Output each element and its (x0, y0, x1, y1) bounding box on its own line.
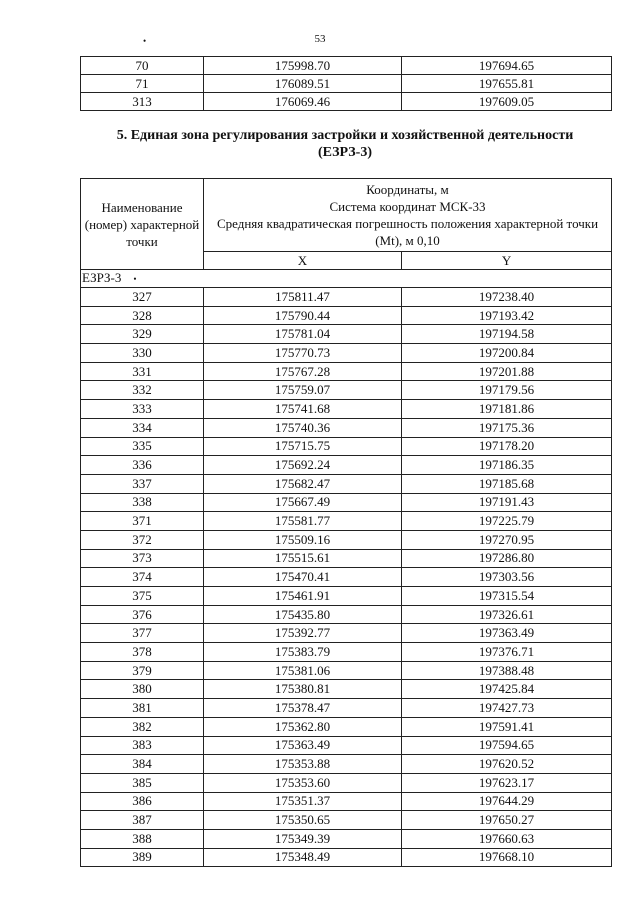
y-coordinate-cell: 197225.79 (402, 512, 612, 531)
main-table-row (81, 680, 612, 699)
main-table-row (81, 605, 612, 624)
x-coordinate-cell: 175781.04 (204, 325, 402, 344)
point-number-cell: 372 (81, 530, 204, 549)
x-coordinate-cell: 175667.49 (204, 493, 402, 512)
point-number-cell: 338 (81, 493, 204, 512)
point-number-cell: 386 (81, 792, 204, 811)
zone-label-text: ЕЗРЗ-3 (82, 270, 122, 285)
x-coordinate-cell: 175383.79 (204, 643, 402, 662)
page-number: 53 (314, 33, 326, 45)
y-coordinate-cell: 197388.48 (402, 661, 612, 680)
x-coordinate-cell: 175767.28 (204, 362, 402, 381)
y-coordinate-cell: 197655.81 (402, 75, 612, 93)
main-table-row (81, 344, 612, 363)
y-coordinate-cell: 197363.49 (402, 624, 612, 643)
main-table-row (81, 587, 612, 606)
main-table-row (81, 493, 612, 512)
main-table-row (81, 325, 612, 344)
header-coord-line2: Система координат МСК-33 (329, 199, 486, 214)
x-coordinate-cell: 175392.77 (204, 624, 402, 643)
x-coordinate-cell: 175692.24 (204, 456, 402, 475)
point-number-cell: 381 (81, 699, 204, 718)
point-number-cell: 337 (81, 474, 204, 493)
main-table-row (81, 755, 612, 774)
zone-label (81, 270, 612, 288)
point-number-cell: 371 (81, 512, 204, 531)
y-coordinate-cell: 197427.73 (402, 699, 612, 718)
y-coordinate-cell: 197315.54 (402, 587, 612, 606)
x-coordinate-cell: 175998.70 (204, 57, 402, 75)
main-table-row (81, 530, 612, 549)
top-table-body (81, 57, 612, 111)
y-coordinate-cell: 197185.68 (402, 474, 612, 493)
point-number-cell: 388 (81, 829, 204, 848)
point-number-cell: 329 (81, 325, 204, 344)
main-coordinates-table (80, 178, 612, 867)
x-coordinate-cell: 175811.47 (204, 288, 402, 307)
x-coordinate-cell: 175770.73 (204, 344, 402, 363)
point-number-cell: 387 (81, 811, 204, 830)
y-coordinate-cell: 197200.84 (402, 344, 612, 363)
x-coordinate-cell: 175682.47 (204, 474, 402, 493)
y-coordinate-cell: 197425.84 (402, 680, 612, 699)
y-coordinate-cell: 197609.05 (402, 93, 612, 111)
main-table-row (81, 400, 612, 419)
y-coordinate-cell: 197594.65 (402, 736, 612, 755)
main-table-row (81, 829, 612, 848)
scan-speck: • (133, 274, 137, 284)
main-table-row (81, 568, 612, 587)
main-table-row (81, 811, 612, 830)
point-number-cell: 328 (81, 306, 204, 325)
point-number-cell: 332 (81, 381, 204, 400)
x-coordinate-cell: 175378.47 (204, 699, 402, 718)
x-coordinate-cell: 175470.41 (204, 568, 402, 587)
x-coordinate-cell: 175515.61 (204, 549, 402, 568)
x-coordinate-cell: 175740.36 (204, 418, 402, 437)
point-number-cell: 327 (81, 288, 204, 307)
point-number-cell: 382 (81, 717, 204, 736)
main-table-row (81, 288, 612, 307)
y-coordinate-cell: 197326.61 (402, 605, 612, 624)
y-coordinate-cell: 197650.27 (402, 811, 612, 830)
y-coordinate-cell: 197644.29 (402, 792, 612, 811)
y-coordinate-cell: 197201.88 (402, 362, 612, 381)
x-coordinate-cell: 175461.91 (204, 587, 402, 606)
point-number-cell: 378 (81, 643, 204, 662)
point-number-cell: 335 (81, 437, 204, 456)
point-number-cell: 383 (81, 736, 204, 755)
y-coordinate-cell: 197186.35 (402, 456, 612, 475)
top-table-row (81, 93, 612, 111)
y-coordinate-cell: 197270.95 (402, 530, 612, 549)
point-number-cell: 336 (81, 456, 204, 475)
scan-speck: • (143, 36, 147, 46)
y-coordinate-cell: 197591.41 (402, 717, 612, 736)
top-table-row (81, 57, 612, 75)
section-title-line2: (ЕЗРЗ-3) (318, 145, 372, 160)
x-coordinate-cell: 175581.77 (204, 512, 402, 531)
main-table-row (81, 624, 612, 643)
top-table-row (81, 75, 612, 93)
y-coordinate-cell: 197668.10 (402, 848, 612, 867)
y-coordinate-cell: 197238.40 (402, 288, 612, 307)
point-number-cell: 71 (81, 75, 204, 93)
y-coordinate-cell: 197286.80 (402, 549, 612, 568)
x-coordinate-cell: 175362.80 (204, 717, 402, 736)
y-coordinate-cell: 197376.71 (402, 643, 612, 662)
header-coordinates (204, 179, 612, 252)
point-number-cell: 380 (81, 680, 204, 699)
header-x: X (204, 252, 402, 270)
y-coordinate-cell: 197194.58 (402, 325, 612, 344)
main-table-row (81, 736, 612, 755)
main-table-row (81, 474, 612, 493)
main-table-row (81, 381, 612, 400)
x-coordinate-cell: 175509.16 (204, 530, 402, 549)
point-number-cell: 330 (81, 344, 204, 363)
x-coordinate-cell: 175715.75 (204, 437, 402, 456)
main-table-row (81, 792, 612, 811)
point-number-cell: 385 (81, 773, 204, 792)
main-table-row (81, 661, 612, 680)
header-point-name: Наименование (номер) характерной точки (81, 179, 204, 270)
x-coordinate-cell: 175353.88 (204, 755, 402, 774)
y-coordinate-cell: 197660.63 (402, 829, 612, 848)
point-number-cell: 375 (81, 587, 204, 606)
main-table-row (81, 362, 612, 381)
y-coordinate-cell: 197175.36 (402, 418, 612, 437)
main-table-row (81, 643, 612, 662)
y-coordinate-cell: 197620.52 (402, 755, 612, 774)
x-coordinate-cell: 175435.80 (204, 605, 402, 624)
x-coordinate-cell: 175380.81 (204, 680, 402, 699)
y-coordinate-cell: 197181.86 (402, 400, 612, 419)
y-coordinate-cell: 197178.20 (402, 437, 612, 456)
y-coordinate-cell: 197179.56 (402, 381, 612, 400)
main-table-row (81, 512, 612, 531)
section-title (60, 127, 630, 161)
y-coordinate-cell: 197191.43 (402, 493, 612, 512)
x-coordinate-cell: 175363.49 (204, 736, 402, 755)
y-coordinate-cell: 197694.65 (402, 57, 612, 75)
point-number-cell: 376 (81, 605, 204, 624)
top-coordinates-table (80, 56, 612, 111)
main-table-row (81, 418, 612, 437)
main-table-row (81, 699, 612, 718)
header-y: Y (402, 252, 612, 270)
x-coordinate-cell: 175349.39 (204, 829, 402, 848)
x-coordinate-cell: 175381.06 (204, 661, 402, 680)
x-coordinate-cell: 175348.49 (204, 848, 402, 867)
x-coordinate-cell: 176089.51 (204, 75, 402, 93)
section-title-line1: 5. Единая зона регулирования застройки и хозяйственной деятельности (116, 128, 574, 143)
point-number-cell: 331 (81, 362, 204, 381)
main-table-body (81, 270, 612, 867)
x-coordinate-cell: 175790.44 (204, 306, 402, 325)
main-table-row (81, 306, 612, 325)
y-coordinate-cell: 197193.42 (402, 306, 612, 325)
point-number-cell: 384 (81, 755, 204, 774)
main-table-row (81, 773, 612, 792)
x-coordinate-cell: 175741.68 (204, 400, 402, 419)
point-number-cell: 313 (81, 93, 204, 111)
main-table-row (81, 456, 612, 475)
x-coordinate-cell: 176069.46 (204, 93, 402, 111)
point-number-cell: 334 (81, 418, 204, 437)
point-number-cell: 379 (81, 661, 204, 680)
y-coordinate-cell: 197303.56 (402, 568, 612, 587)
x-coordinate-cell: 175759.07 (204, 381, 402, 400)
y-coordinate-cell: 197623.17 (402, 773, 612, 792)
point-number-cell: 389 (81, 848, 204, 867)
main-table-row (81, 549, 612, 568)
main-table-row (81, 848, 612, 867)
main-table-row (81, 717, 612, 736)
point-number-cell: 70 (81, 57, 204, 75)
x-coordinate-cell: 175350.65 (204, 811, 402, 830)
header-coord-line3: Средняя квадратическая погрешность положения характерной точки (Mt), м 0,10 (216, 216, 599, 248)
x-coordinate-cell: 175351.37 (204, 792, 402, 811)
header-coord-line1: Координаты, м (366, 182, 449, 197)
x-coordinate-cell: 175353.60 (204, 773, 402, 792)
point-number-cell: 374 (81, 568, 204, 587)
point-number-cell: 333 (81, 400, 204, 419)
point-number-cell: 377 (81, 624, 204, 643)
point-number-cell: 373 (81, 549, 204, 568)
main-table-row (81, 437, 612, 456)
